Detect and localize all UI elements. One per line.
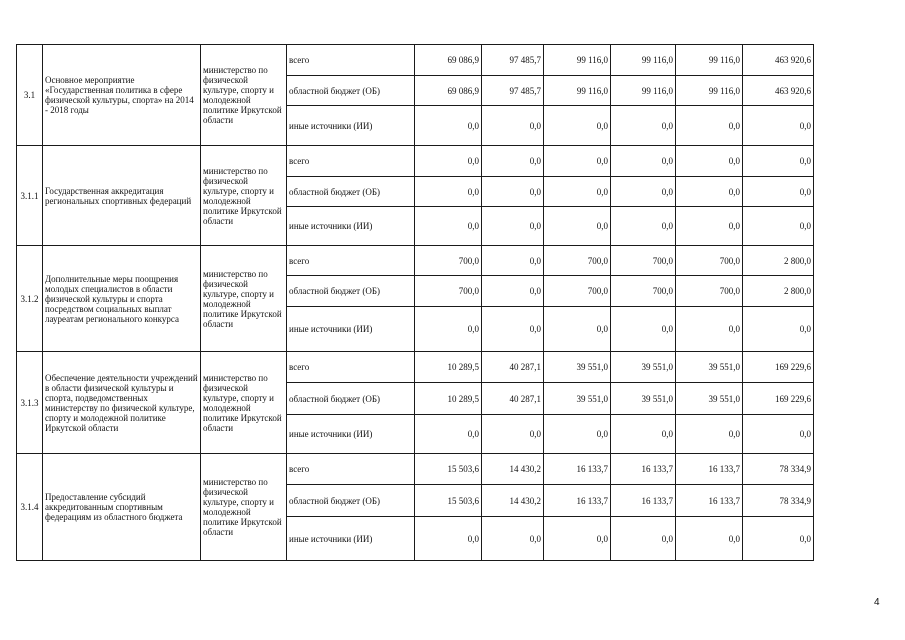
- item-executor: министерство по физической культуре, спорту и молодежной политике Иркутской области: [201, 454, 287, 561]
- amount-cell: 700,0: [611, 246, 676, 276]
- amount-cell: 16 133,7: [544, 485, 611, 517]
- amount-cell: 0,0: [611, 415, 676, 454]
- item-code: 3.1.2: [17, 246, 43, 352]
- amount-cell: 0,0: [482, 415, 544, 454]
- item-name: Дополнительные меры поощрения молодых специалистов в области физической культуры и спорта посредством социальных выплат лауреатам регионального конкурса: [43, 246, 201, 352]
- amount-cell: 15 503,6: [415, 454, 482, 485]
- amount-cell: 0,0: [676, 177, 743, 207]
- amount-cell: 14 430,2: [482, 454, 544, 485]
- amount-cell: 0,0: [415, 415, 482, 454]
- amount-cell: 99 116,0: [611, 45, 676, 76]
- budget-table: [16, 44, 814, 561]
- amount-cell: 15 503,6: [415, 485, 482, 517]
- amount-cell: 0,0: [743, 415, 814, 454]
- amount-cell: 0,0: [482, 146, 544, 177]
- item-code: 3.1.4: [17, 454, 43, 561]
- amount-cell: 0,0: [482, 517, 544, 561]
- item-name: Основное мероприятие «Государственная политика в сфере физической культуры, спорта» на 2014 - 2018 годы: [43, 45, 201, 146]
- funding-source: областной бюджет (ОБ): [287, 485, 415, 517]
- amount-cell: 0,0: [611, 207, 676, 246]
- funding-source: всего: [287, 352, 415, 383]
- amount-cell: 0,0: [743, 207, 814, 246]
- item-code: 3.1.3: [17, 352, 43, 454]
- amount-cell: 97 485,7: [482, 45, 544, 76]
- amount-cell: 99 116,0: [544, 76, 611, 106]
- amount-cell: 0,0: [743, 307, 814, 352]
- amount-cell: 700,0: [415, 276, 482, 307]
- table-row: [17, 146, 814, 177]
- amount-cell: 0,0: [676, 146, 743, 177]
- funding-source: всего: [287, 246, 415, 276]
- amount-cell: 700,0: [415, 246, 482, 276]
- amount-cell: 0,0: [544, 177, 611, 207]
- amount-cell: 0,0: [415, 307, 482, 352]
- item-executor: министерство по физической культуре, спорту и молодежной политике Иркутской области: [201, 146, 287, 246]
- amount-cell: 0,0: [482, 177, 544, 207]
- amount-cell: 700,0: [676, 276, 743, 307]
- amount-cell: 0,0: [611, 146, 676, 177]
- table-row: [17, 246, 814, 276]
- amount-cell: 78 334,9: [743, 454, 814, 485]
- amount-cell: 0,0: [544, 517, 611, 561]
- table-row: [17, 45, 814, 76]
- amount-cell: 99 116,0: [611, 76, 676, 106]
- funding-source: областной бюджет (ОБ): [287, 76, 415, 106]
- amount-cell: 97 485,7: [482, 76, 544, 106]
- funding-source: областной бюджет (ОБ): [287, 177, 415, 207]
- amount-cell: 2 800,0: [743, 246, 814, 276]
- amount-cell: 0,0: [482, 246, 544, 276]
- amount-cell: 0,0: [415, 146, 482, 177]
- amount-cell: 0,0: [482, 207, 544, 246]
- amount-cell: 0,0: [676, 207, 743, 246]
- amount-cell: 39 551,0: [544, 383, 611, 415]
- funding-source: всего: [287, 45, 415, 76]
- funding-source: иные источники (ИИ): [287, 415, 415, 454]
- amount-cell: 16 133,7: [676, 485, 743, 517]
- item-code: 3.1.1: [17, 146, 43, 246]
- amount-cell: 78 334,9: [743, 485, 814, 517]
- amount-cell: 0,0: [544, 307, 611, 352]
- amount-cell: 0,0: [743, 106, 814, 146]
- amount-cell: 16 133,7: [676, 454, 743, 485]
- amount-cell: 463 920,6: [743, 45, 814, 76]
- amount-cell: 99 116,0: [676, 45, 743, 76]
- amount-cell: 0,0: [482, 276, 544, 307]
- amount-cell: 16 133,7: [611, 485, 676, 517]
- item-name: Государственная аккредитация региональных спортивных федераций: [43, 146, 201, 246]
- amount-cell: 0,0: [482, 106, 544, 146]
- amount-cell: 16 133,7: [544, 454, 611, 485]
- amount-cell: 0,0: [415, 207, 482, 246]
- amount-cell: 0,0: [544, 146, 611, 177]
- funding-source: областной бюджет (ОБ): [287, 276, 415, 307]
- amount-cell: 69 086,9: [415, 45, 482, 76]
- amount-cell: 0,0: [611, 307, 676, 352]
- amount-cell: 0,0: [544, 415, 611, 454]
- amount-cell: 39 551,0: [611, 383, 676, 415]
- amount-cell: 700,0: [676, 246, 743, 276]
- amount-cell: 0,0: [415, 177, 482, 207]
- amount-cell: 169 229,6: [743, 352, 814, 383]
- amount-cell: 0,0: [544, 207, 611, 246]
- table-row: [17, 454, 814, 485]
- funding-source: иные источники (ИИ): [287, 307, 415, 352]
- amount-cell: 10 289,5: [415, 383, 482, 415]
- amount-cell: 0,0: [676, 517, 743, 561]
- amount-cell: 39 551,0: [676, 383, 743, 415]
- item-name: Предоставление субсидий аккредитованным спортивным федерациям из областного бюджета: [43, 454, 201, 561]
- amount-cell: 700,0: [611, 276, 676, 307]
- table-row: [17, 352, 814, 383]
- amount-cell: 700,0: [544, 276, 611, 307]
- amount-cell: 0,0: [676, 307, 743, 352]
- amount-cell: 0,0: [743, 177, 814, 207]
- amount-cell: 463 920,6: [743, 76, 814, 106]
- amount-cell: 0,0: [415, 517, 482, 561]
- amount-cell: 14 430,2: [482, 485, 544, 517]
- amount-cell: 99 116,0: [544, 45, 611, 76]
- item-code: 3.1: [17, 45, 43, 146]
- amount-cell: 40 287,1: [482, 352, 544, 383]
- funding-source: всего: [287, 146, 415, 177]
- amount-cell: 2 800,0: [743, 276, 814, 307]
- amount-cell: 0,0: [611, 517, 676, 561]
- item-name: Обеспечение деятельности учреждений в области физической культуры и спорта, подведомственных министерству по физической культуре, спорту и молодежной политике Иркутской области: [43, 352, 201, 454]
- amount-cell: 0,0: [743, 146, 814, 177]
- amount-cell: 700,0: [544, 246, 611, 276]
- funding-source: областной бюджет (ОБ): [287, 383, 415, 415]
- amount-cell: 169 229,6: [743, 383, 814, 415]
- item-executor: министерство по физической культуре, спорту и молодежной политике Иркутской области: [201, 45, 287, 146]
- amount-cell: 0,0: [676, 106, 743, 146]
- funding-source: иные источники (ИИ): [287, 106, 415, 146]
- amount-cell: 0,0: [415, 106, 482, 146]
- item-executor: министерство по физической культуре, спорту и молодежной политике Иркутской области: [201, 352, 287, 454]
- funding-source: иные источники (ИИ): [287, 517, 415, 561]
- amount-cell: 0,0: [676, 415, 743, 454]
- page-number: 4: [874, 597, 880, 608]
- amount-cell: 99 116,0: [676, 76, 743, 106]
- amount-cell: 0,0: [743, 517, 814, 561]
- item-executor: министерство по физической культуре, спорту и молодежной политике Иркутской области: [201, 246, 287, 352]
- funding-source: всего: [287, 454, 415, 485]
- amount-cell: 69 086,9: [415, 76, 482, 106]
- amount-cell: 0,0: [482, 307, 544, 352]
- amount-cell: 39 551,0: [611, 352, 676, 383]
- funding-source: иные источники (ИИ): [287, 207, 415, 246]
- amount-cell: 0,0: [611, 177, 676, 207]
- amount-cell: 0,0: [544, 106, 611, 146]
- amount-cell: 10 289,5: [415, 352, 482, 383]
- amount-cell: 16 133,7: [611, 454, 676, 485]
- amount-cell: 39 551,0: [676, 352, 743, 383]
- amount-cell: 40 287,1: [482, 383, 544, 415]
- amount-cell: 0,0: [611, 106, 676, 146]
- amount-cell: 39 551,0: [544, 352, 611, 383]
